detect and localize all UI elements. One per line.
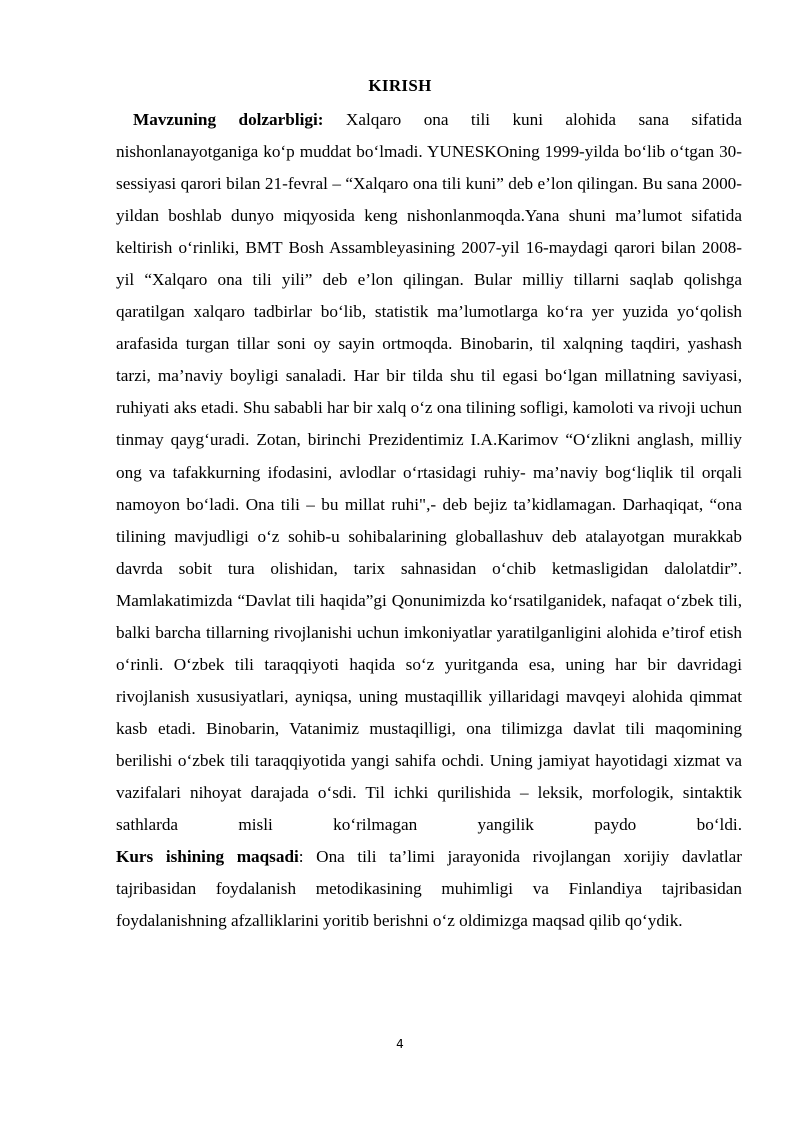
paragraph-label-goal: Kurs ishining maqsadi	[116, 847, 299, 867]
page-number: 4	[396, 1037, 404, 1051]
page-title: KIRISH	[368, 76, 432, 95]
paragraph-text-relevance: Xalqaro ona tili kuni alohida sana sifatida nishonlanayotganiga ko‘p muddat bo‘lmadi. YUNESKOning 1999-yilda bo‘lib o‘tgan 30-sessiyasi qarori bilan 21-fevral – “Xalqaro ona tili kuni” deb e’lon qilingan. Bu sana 2000-yildan boshlab dunyo miqyosida keng nishonlanmoqda.Yana shuni ma’lumot sifatida keltirish o‘rinliki, BMT Bosh Assambleyasining 2007-yil 16-maydagi qarori bilan 2008-yil “Xalqaro ona tili yili” deb e’lon qilingan. Bular milliy tillarni saqlab qolishga qaratilgan xalqaro tadbirlar bo‘lib, statistik ma’lumotlarga ko‘ra yer yuzida yo‘qolish arafasida turgan tillar soni oy sayin ortmoqda. Binobarin, til xalqning taqdiri, yashash tarzi, ma’naviy boyligi sanaladi. Har bir tilda shu til egasi bo‘lgan millatning saviyasi, ruhiyati aks etadi. Shu sababli har bir xalq o‘z ona tilining sofligi, kamoloti va rivoji uchun tinmay qayg‘uradi. Zotan, birinchi Prezidentimiz I.A.Karimov “O‘zlikni anglash, milliy ong va tafakkurning ifodasini, avlodlar o‘rtasidagi ruhiy- ma’naviy bog‘liqlik til orqali namoyon bo‘ladi. Ona tili – bu millat ruhi",- deb bejiz ta’kidlamagan. Darhaqiqat, “ona tilining mavjudligi o‘z sohib-u sohibalarining globallashuv deb atalayotgan murakkab davrda sobit tura olishidan, tarix sahnasidan o‘chib ketmasligidan dalolatdir”. Mamlakatimizda “Davlat tili haqida”gi Qonunimizda ko‘rsatilganidek, nafaqat o‘zbek tili, balki barcha tillarning rivojlanishi uchun imkoniyatlar yaratilganligini alohida e’tirof etish o‘rinli. O‘zbek tili taraqqiyoti haqida so‘z yuritganda esa, uning har bir davridagi rivojlanish xususiyatlari, ayniqsa, uning mustaqillik yillaridagi mavqeyi alohida qimmat kasb etadi. Binobarin, Vatanimiz mustaqilligi, ona tilimizga davlat tili maqomining berilishi o‘zbek tili taraqqiyotida yangi sahifa ochdi. Uning jamiyat hayotidagi xizmat va vazifalari nihoyat darajada o‘sdi. Til ichki qurilishida – leksik, morfologik, sintaktik sathlarda misli ko‘rilmagan yangilik paydo bo‘ldi.	[116, 110, 742, 835]
paragraph-text-goal: : Ona tili ta’limi jarayonida rivojlangan xorijiy davlatlar tajribasidan foydalanish metodikasining muhimligi va Finlandiya tajribasidan foydalanishning afzalliklarini yoritib berishni o‘z oldimizga maqsad qilib qo‘ydik.	[116, 847, 742, 931]
paragraph-label-relevance: Mavzuning dolzarbligi:	[133, 110, 324, 129]
paragraph-goal	[116, 841, 742, 937]
document-body	[116, 104, 742, 937]
paragraph-relevance	[116, 104, 742, 841]
